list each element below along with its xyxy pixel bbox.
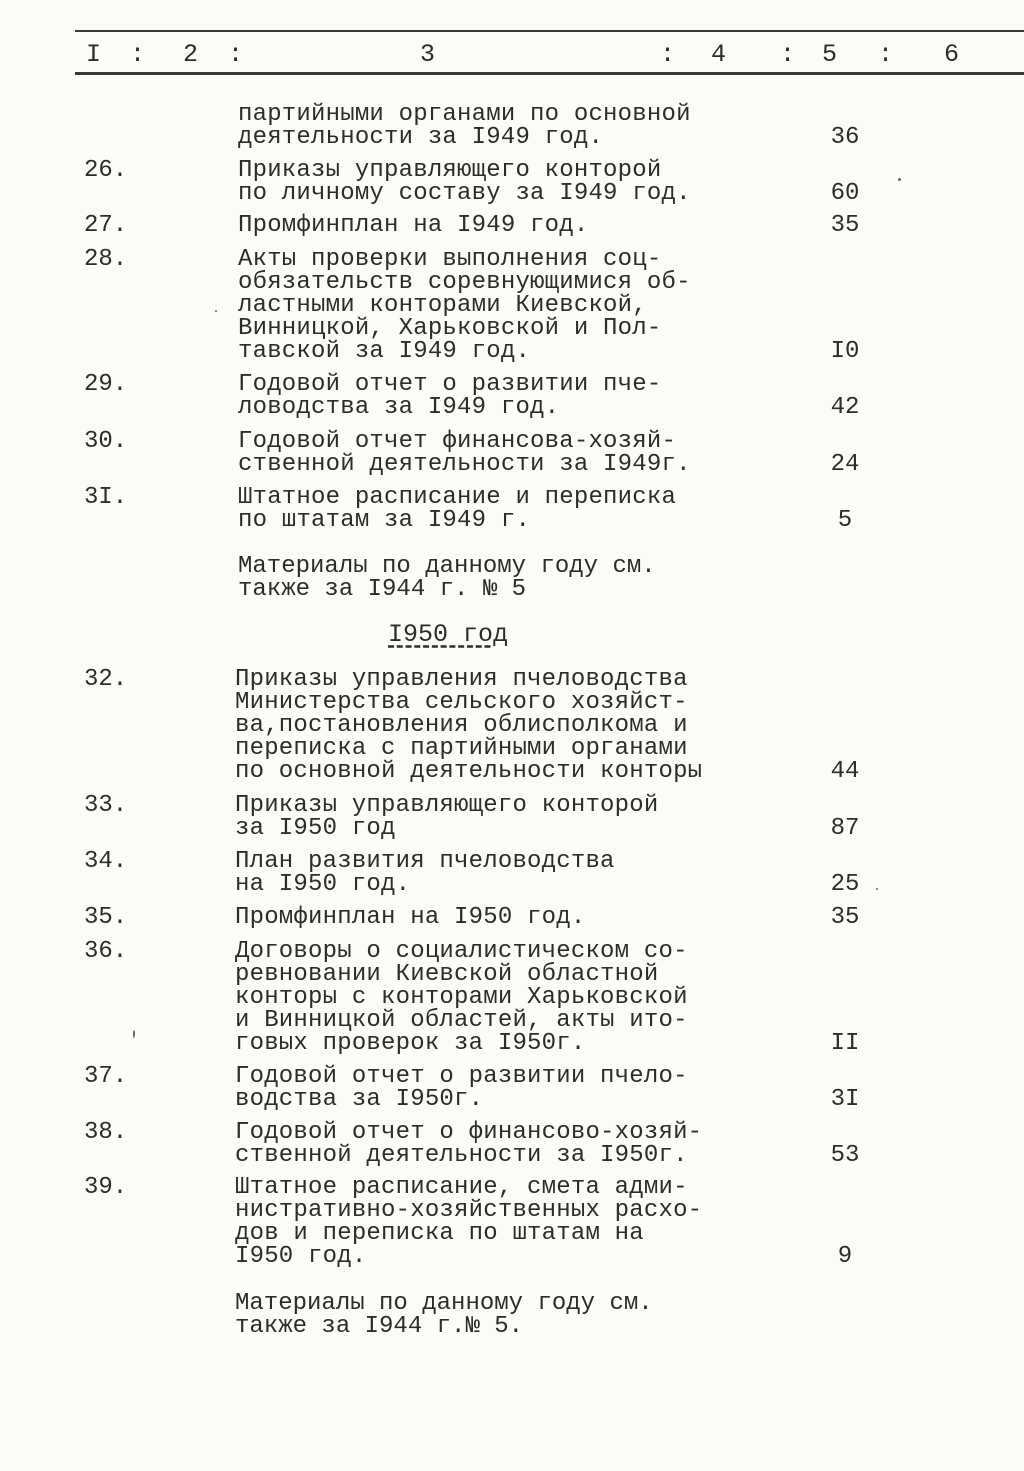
sheet-count: 87 <box>830 815 860 842</box>
sheet-count: 3I <box>830 1086 860 1113</box>
column-header-4: 4 <box>711 40 727 69</box>
entry-title: Акты проверки выполнения соц- обязательств соревнующимися об- ластными конторами Киевской, Винницкой, Харьковской и Пол- тавской за I949 год. <box>238 246 691 365</box>
entry-number: 3I. <box>84 484 128 511</box>
entry-number: 29. <box>84 371 128 398</box>
entry-number: 36. <box>84 938 128 965</box>
entry-number: 39. <box>84 1174 128 1201</box>
entry-number: 32. <box>84 666 128 693</box>
sheet-count: 36 <box>830 124 860 151</box>
sheet-count: 5 <box>837 507 853 534</box>
column-separator: : <box>660 40 676 69</box>
entry-title: Годовой отчет о развитии пчело- водства за I950г. <box>235 1063 688 1113</box>
column-header-1: I <box>86 40 102 69</box>
entry-number: 27. <box>84 212 128 239</box>
cross-reference-note: Материалы по данному году см. также за I944 г. № 5 <box>238 553 656 603</box>
sheet-count: II <box>830 1030 860 1057</box>
cross-reference-note: Материалы по данному году см. также за I944 г.№ 5. <box>235 1290 653 1340</box>
entry-title: Промфинплан на I949 год. <box>238 212 589 239</box>
sheet-count: 44 <box>830 758 860 785</box>
entry-title: Годовой отчет о развитии пче- ловодства за I949 год. <box>238 371 662 421</box>
paper-speck <box>215 310 217 312</box>
entry-number: 35. <box>84 904 128 931</box>
entry-number: 37. <box>84 1063 128 1090</box>
header-top-rule <box>75 30 1024 32</box>
paper-speck <box>898 178 901 181</box>
sheet-count: 53 <box>830 1142 860 1169</box>
entry-number: 28. <box>84 246 128 273</box>
year-heading: I950 год <box>388 620 509 649</box>
sheet-count: 42 <box>830 394 860 421</box>
column-separator: : <box>228 40 244 69</box>
paper-speck <box>133 1030 135 1038</box>
column-separator: : <box>130 40 146 69</box>
column-header-5: 5 <box>822 40 838 69</box>
entry-title: Промфинплан на I950 год. <box>235 904 586 931</box>
entry-title: Штатное расписание, смета адми- нистративно-хозяйственных расхо- дов и переписка по штатам на I950 год. <box>235 1174 703 1270</box>
entry-title: Годовой отчет о финансово-хозяй- ственной деятельности за I950г. <box>235 1119 703 1169</box>
entry-title: Договоры о социалистическом со- ревновании Киевской областной конторы с конторами Харьковской и Винницкой областей, акты ито- говых проверок за I950г. <box>235 938 688 1057</box>
entry-title: Штатное расписание и переписка по штатам за I949 г. <box>238 484 677 534</box>
paper-speck <box>876 888 878 890</box>
header-bottom-rule <box>75 72 1024 75</box>
entry-title: План развития пчеловодства на I950 год. <box>235 848 615 898</box>
entry-number: 38. <box>84 1119 128 1146</box>
column-header-2: 2 <box>183 40 199 69</box>
sheet-count: 35 <box>830 212 860 239</box>
column-separator: : <box>780 40 796 69</box>
sheet-count: I0 <box>830 338 860 365</box>
entry-title: партийными органами по основной деятельности за I949 год. <box>238 101 691 151</box>
sheet-count: 24 <box>830 451 860 478</box>
entry-title: Приказы управления пчеловодства Министерства сельского хозяйст- ва,постановления облисполкома и переписка с партийными органами по основной деятельности конторы <box>235 666 703 785</box>
entry-title: Приказы управляющего конторой за I950 год <box>235 792 659 842</box>
entry-number: 33. <box>84 792 128 819</box>
column-header-3: 3 <box>420 40 436 69</box>
entry-title: Приказы управляющего конторой по личному составу за I949 год. <box>238 157 691 207</box>
entry-number: 26. <box>84 157 128 184</box>
column-header-6: 6 <box>944 40 960 69</box>
sheet-count: 9 <box>837 1243 853 1270</box>
entry-number: 34. <box>84 848 128 875</box>
entry-title: Годовой отчет финансова-хозяй- ственной деятельности за I949г. <box>238 428 691 478</box>
sheet-count: 60 <box>830 180 860 207</box>
entry-number: 30. <box>84 428 128 455</box>
column-separator: : <box>878 40 894 69</box>
sheet-count: 25 <box>830 871 860 898</box>
sheet-count: 35 <box>830 904 860 931</box>
